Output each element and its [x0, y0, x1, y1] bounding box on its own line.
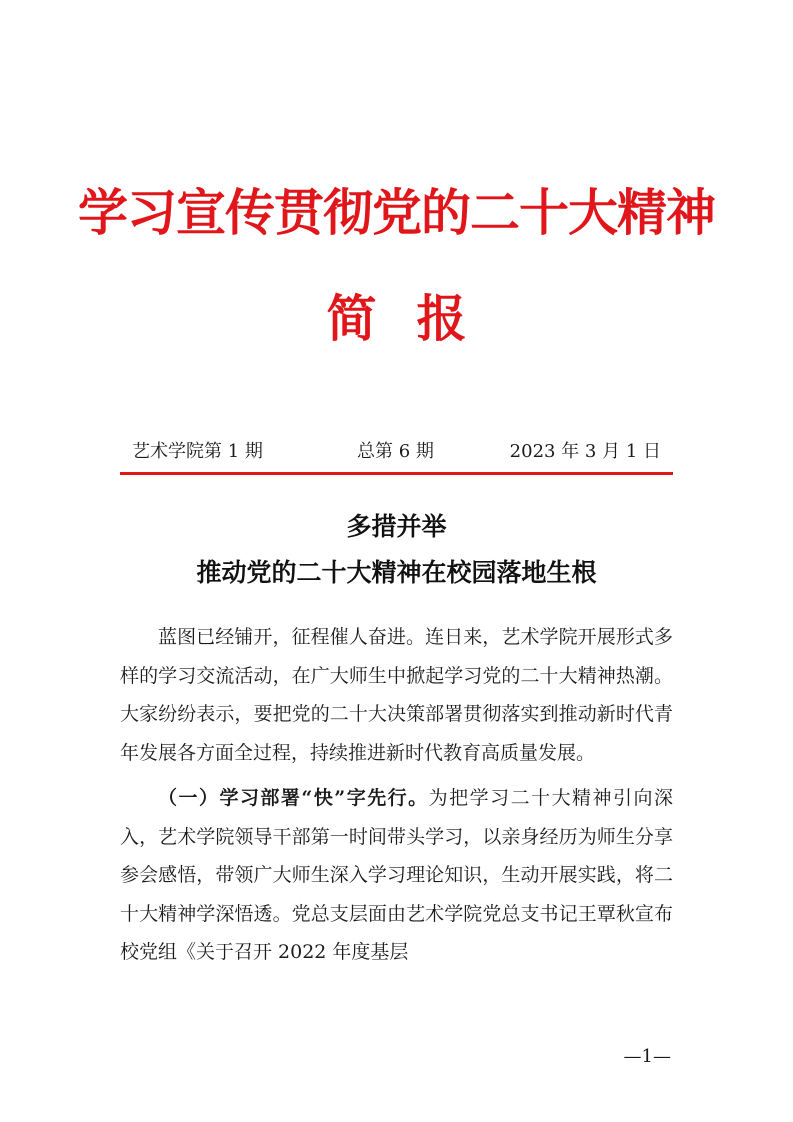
article-body: [120, 618, 673, 972]
red-divider-rule: [120, 472, 673, 475]
article-title-line1: 多措并举: [346, 512, 447, 541]
issue-info-line: [120, 440, 673, 464]
masthead-subtitle: 简报: [326, 289, 507, 348]
paragraph-section-one: [120, 779, 673, 972]
page-number: —1—: [623, 1046, 671, 1067]
article-title-line2: 推动党的二十大精神在校园落地生根: [196, 558, 597, 587]
section-one-heading: （一）学习部署“快”字先行。: [158, 787, 429, 809]
total-issue-number: 总第 6 期: [357, 441, 434, 462]
issue-date: 2023 年 3 月 1 日: [509, 441, 661, 462]
section-one-text: 为把学习二十大精神引向深入，艺术学院领导干部第一时间带头学习，以亲身经历为师生分享参会感悟，带领广大师生深入学习理论知识，生动开展实践，将二十大精神学深悟透。党总支层面由艺术学院党总支书记王覃秋宣布校党组《关于召开 2022 年度基层: [120, 787, 673, 963]
masthead-title: 学习宣传贯彻党的二十大精神: [78, 183, 715, 242]
unit-issue-number: 艺术学院第 1 期: [132, 441, 263, 462]
paragraph-intro: 蓝图已经铺开，征程催人奋进。连日来，艺术学院开展形式多样的学习交流活动，在广大师生中掀起学习党的二十大精神热潮。大家纷纷表示，要把党的二十大决策部署贯彻落实到推动新时代青年发展各方面全过程，持续推进新时代教育高质量发展。: [120, 626, 673, 764]
